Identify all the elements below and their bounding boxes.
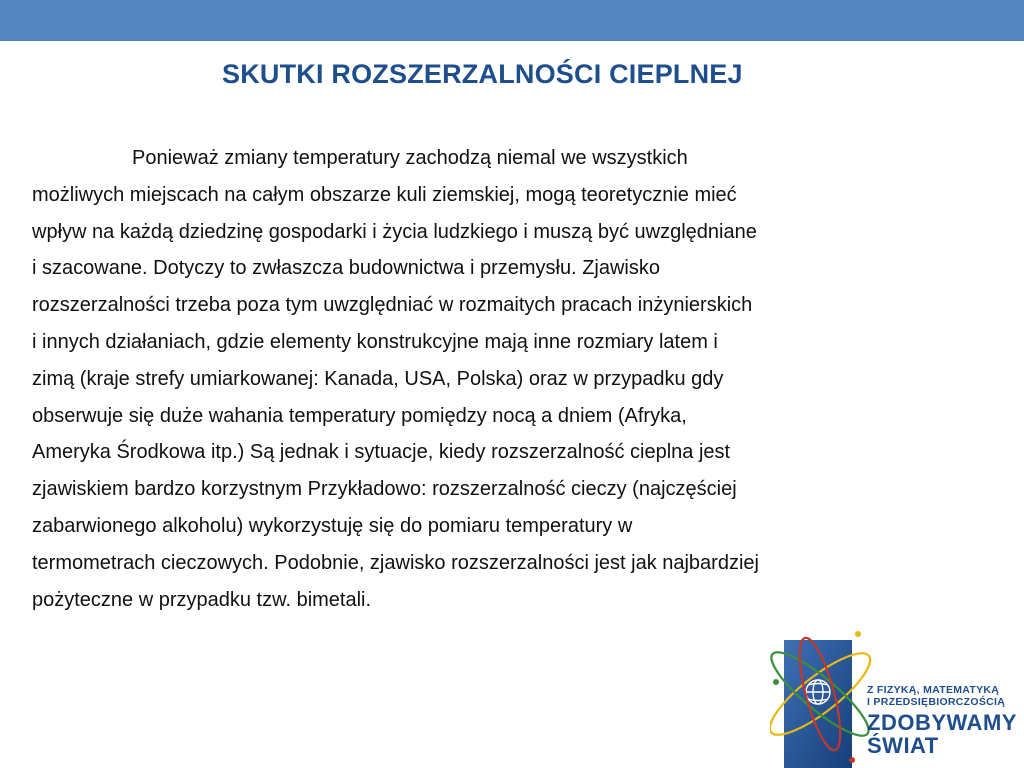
paragraph-line: i innych działaniach, gdzie elementy konstrukcyjne mają inne rozmiary latem i — [32, 330, 718, 353]
paragraph-line: Ameryka Środkowa itp.) Są jednak i sytuacje, kiedy rozszerzalność cieplna jest — [32, 441, 731, 464]
paragraph-line: możliwych miejscach na całym obszarze kuli ziemskiej, mogą teoretycznie mieć — [32, 183, 737, 206]
project-logo — [770, 622, 1024, 768]
paragraph-line: obserwuje się duże wahania temperatury pomiędzy nocą a dniem (Afryka, — [32, 404, 687, 427]
logo-title-1: ZDOBYWAMY — [867, 710, 1017, 735]
logo-title-2: ŚWIAT — [867, 733, 939, 758]
globe-icon — [806, 680, 830, 704]
paragraph-line: zabarwionego alkoholu) wykorzystuję się do pomiaru temperatury w — [32, 514, 633, 537]
logo-tagline-2: I PRZEDSIĘBIORCZOŚCIĄ — [867, 696, 1006, 708]
top-bar — [0, 0, 1024, 41]
paragraph-line: termometrach cieczowych. Podobnie, zjawisko rozszerzalności jest jak najbardziej — [32, 551, 759, 574]
paragraph-line: wpływ na każdą dziedzinę gospodarki i życia ludzkiego i muszą być uwzględniane — [32, 220, 757, 243]
slide-title: SKUTKI ROZSZERZALNOŚCI CIEPLNEJ — [222, 59, 743, 89]
logo-tagline-1: Z FIZYKĄ, MATEMATYKĄ — [867, 684, 1000, 696]
paragraph-line: zimą (kraje strefy umiarkowanej: Kanada, USA, Polska) oraz w przypadku gdy — [32, 367, 724, 390]
paragraph-line: pożyteczne w przypadku tzw. bimetali. — [32, 588, 372, 611]
paragraph-line: i szacowane. Dotyczy to zwłaszcza budownictwa i przemysłu. Zjawisko — [32, 257, 660, 280]
body-paragraph — [32, 140, 972, 618]
paragraph-line: zjawiskiem bardzo korzystnym Przykładowo: rozszerzalność cieczy (najczęściej — [32, 478, 737, 501]
paragraph-line: rozszerzalności trzeba poza tym uwzględniać w rozmaitych pracach inżynierskich — [32, 294, 753, 317]
paragraph-line: Ponieważ zmiany temperatury zachodzą niemal we wszystkich — [132, 147, 688, 169]
